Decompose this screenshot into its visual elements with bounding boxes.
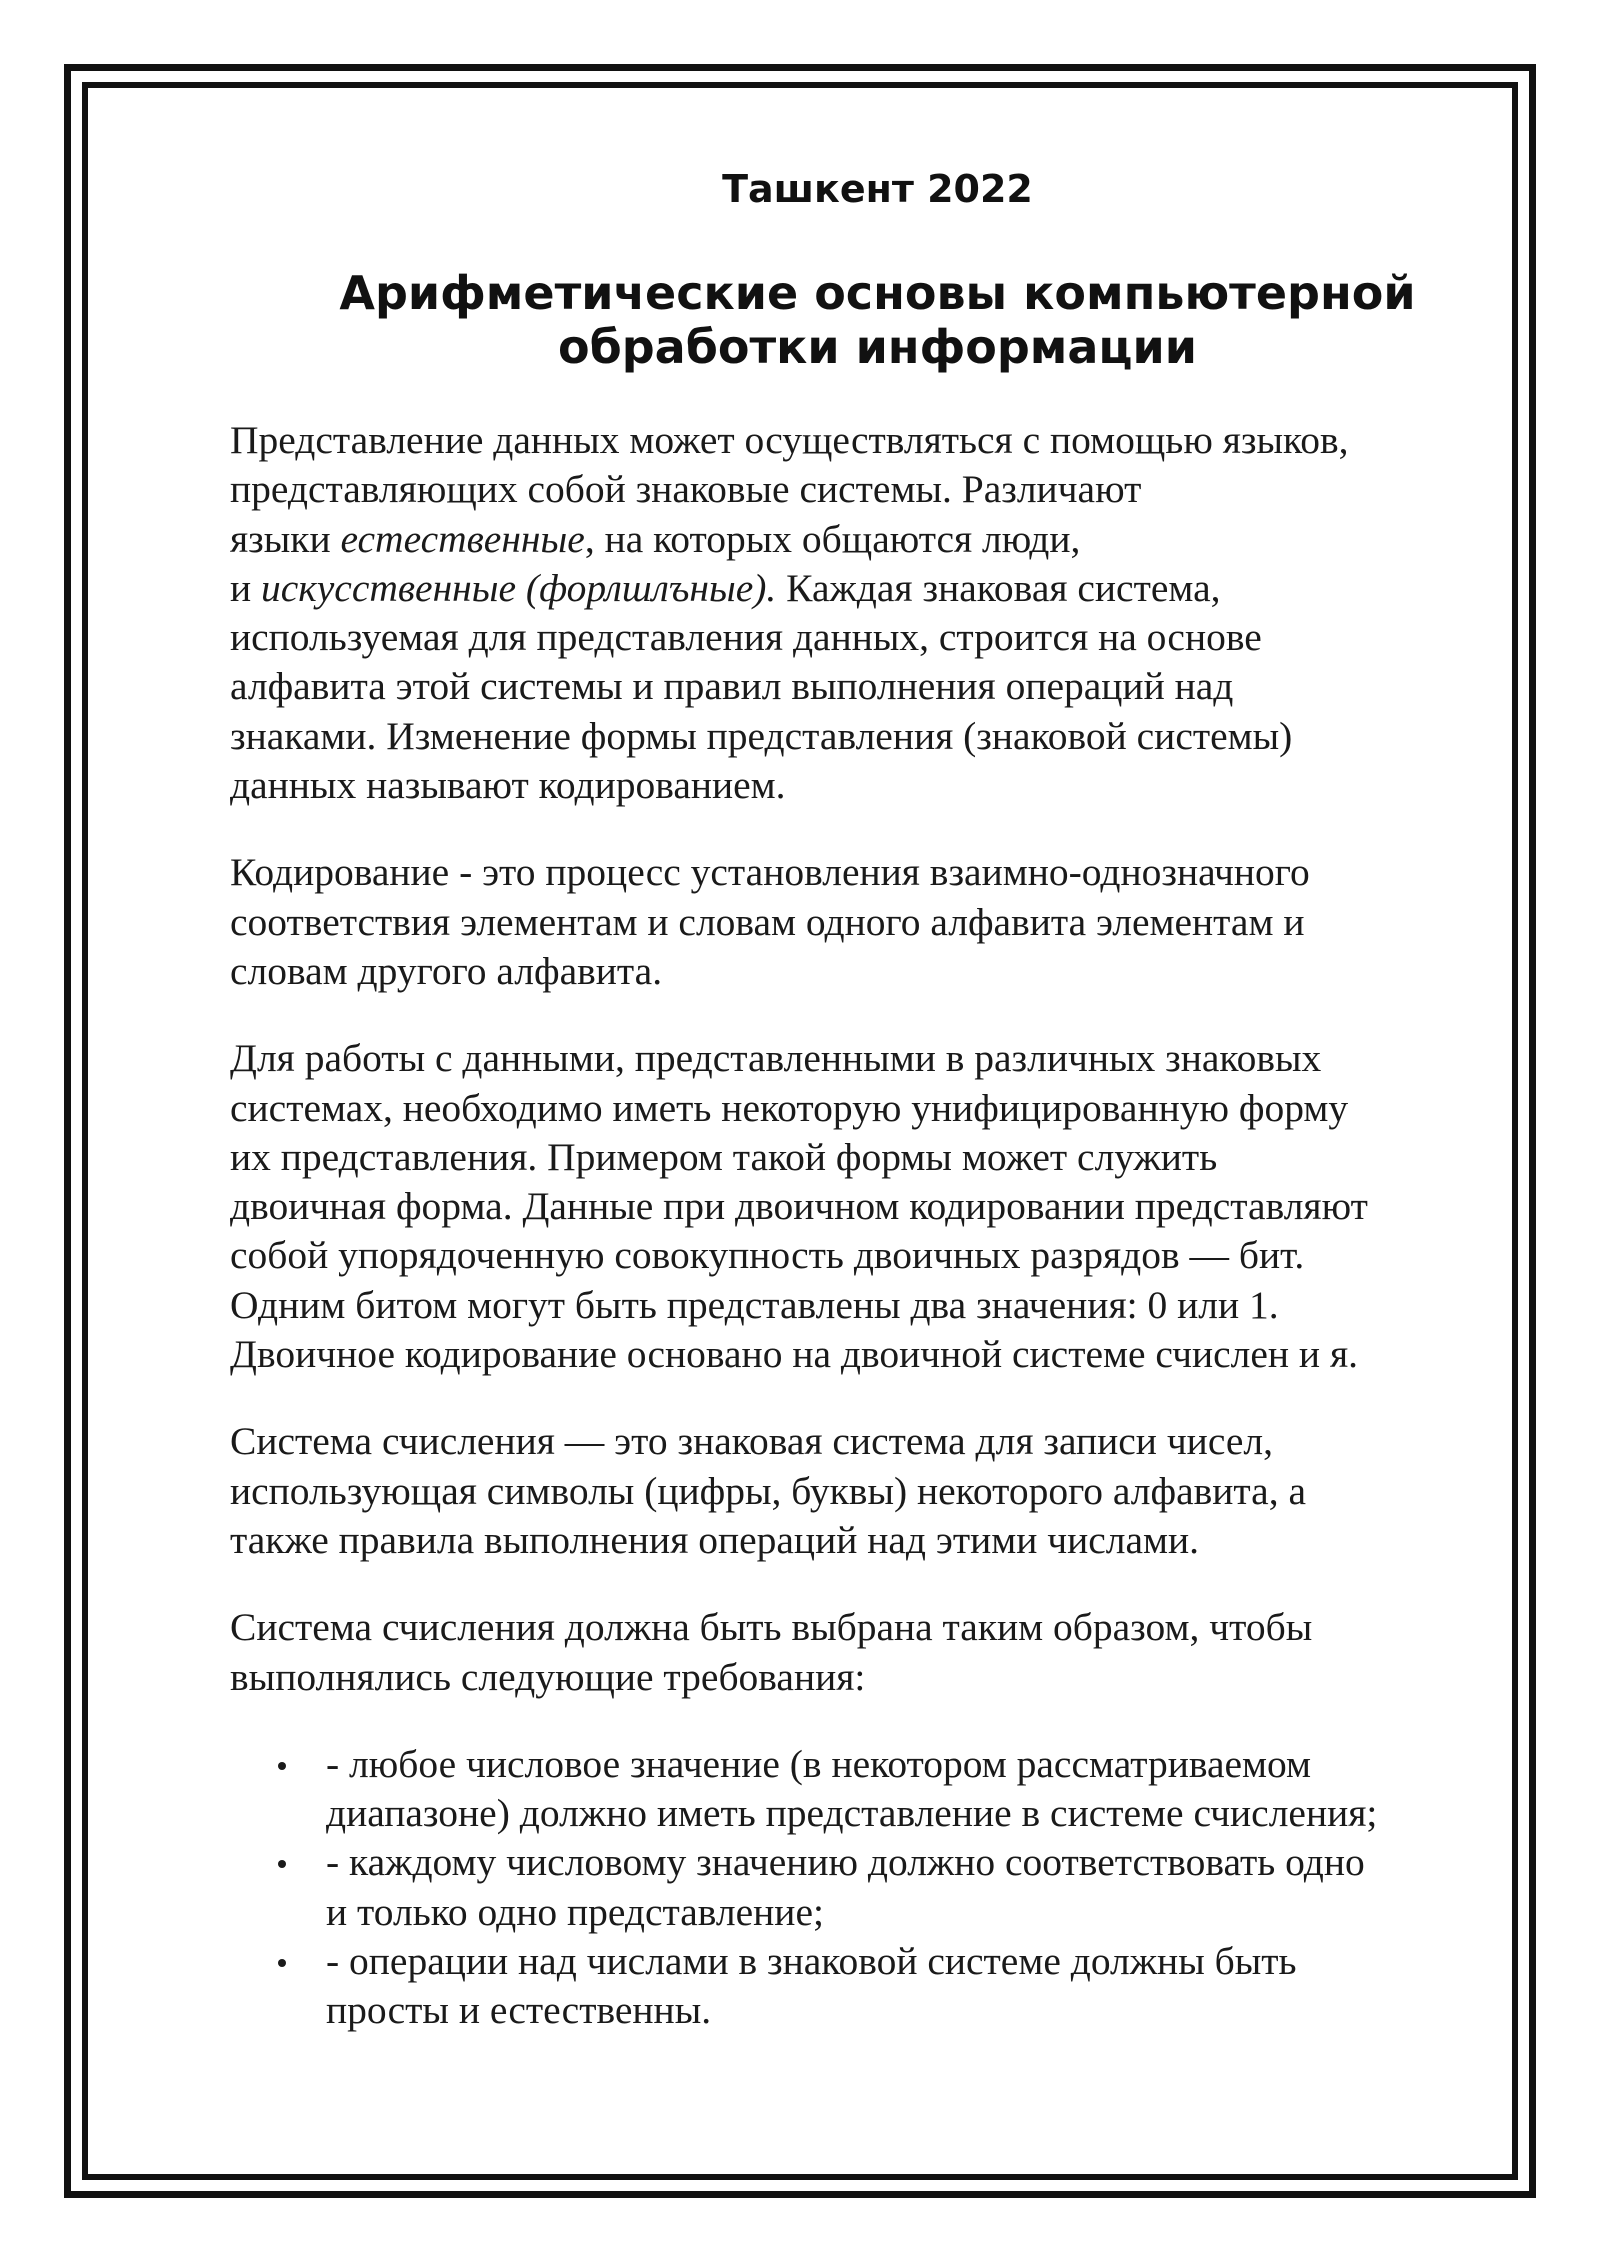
paragraph-line: и xyxy=(230,565,262,610)
paragraph-line: словам другого алфавита. xyxy=(230,948,663,993)
paragraph-encoding-definition xyxy=(230,848,1490,996)
paragraph-line: собой упорядоченную совокупность двоичных разрядов — бит. xyxy=(230,1233,1305,1278)
document-body xyxy=(230,150,1490,2036)
paragraph-line: их представления. Примером такой формы может служить xyxy=(230,1134,1218,1179)
list-item xyxy=(230,1937,1490,2036)
list-item-line: диапазоне) должно иметь представление в системе счисления; xyxy=(326,1791,1378,1836)
paragraph-line: данных называют кодированием. xyxy=(230,763,786,808)
paragraph-requirements-intro xyxy=(230,1603,1490,1702)
paragraph-line: использующая символы (цифры, буквы) некоторого алфавита, а xyxy=(230,1468,1306,1513)
bullet-icon xyxy=(278,1860,286,1868)
paragraph-line: используемая для представления данных, строится на основе xyxy=(230,615,1262,660)
paragraph-line: соответствия элементам и словам одного алфавита элементам и xyxy=(230,899,1305,944)
paragraph-line: системах, необходимо иметь некоторую унифицированную форму xyxy=(230,1085,1349,1130)
paragraph-line: , на которых общаются люди, xyxy=(584,516,1081,561)
paragraph-line: алфавита этой системы и правил выполнения операций над xyxy=(230,664,1234,709)
bullet-icon xyxy=(278,1762,286,1770)
paragraph-data-representation xyxy=(230,416,1490,810)
paragraph-line: языки xyxy=(230,516,341,561)
paragraph-line: Двоичное кодирование основано на двоичной системе счислен и я. xyxy=(230,1332,1358,1377)
requirements-list xyxy=(230,1740,1490,2036)
paragraph-line: Кодирование - это процесс установления взаимно-однозначного xyxy=(230,850,1310,895)
paragraph-line: представляющих собой знаковые системы. Различают xyxy=(230,467,1142,512)
emphasis-natural: естественные xyxy=(340,516,585,561)
paragraph-line: знаками. Изменение формы представления (знаковой системы) xyxy=(230,713,1293,758)
paragraph-line: также правила выполнения операций над этими числами. xyxy=(230,1517,1200,1562)
paragraph-line: Система счисления должна быть выбрана таким образом, чтобы xyxy=(230,1605,1313,1650)
paragraph-line: двоичная форма. Данные при двоичном кодировании представляют xyxy=(230,1184,1368,1229)
bullet-icon xyxy=(278,1959,286,1967)
paragraph-number-system-definition xyxy=(230,1417,1490,1565)
list-item xyxy=(230,1740,1490,1839)
paragraph-line: Представление данных может осуществляться с помощью языков, xyxy=(230,418,1349,462)
paragraph-binary-form xyxy=(230,1034,1490,1379)
paragraph-line: Для работы с данными, представленными в различных знаковых xyxy=(230,1036,1322,1081)
document-title xyxy=(230,266,1490,374)
list-item-line: - любое числовое значение (в некотором рассматриваемом xyxy=(326,1741,1312,1786)
list-item-line: - операции над числами в знаковой системе должны быть xyxy=(326,1939,1297,1984)
list-item-line: просты и естественны. xyxy=(326,1988,712,2033)
paragraph-line: Каждая знаковая система, xyxy=(776,565,1221,610)
paragraph-line: Одним битом могут быть представлены два значения: 0 или 1. xyxy=(230,1282,1279,1327)
list-item-line: и только одно представление; xyxy=(326,1889,824,1934)
paragraph-line: выполнялись следующие требования: xyxy=(230,1654,866,1699)
paragraph-line: Система счисления — это знаковая система для записи чисел, xyxy=(230,1419,1273,1464)
title-line-2: обработки информации xyxy=(558,320,1197,374)
title-line-1: Арифметические основы компьютерной xyxy=(339,266,1416,320)
emphasis-artificial: искусственные (форлшлъные). xyxy=(261,565,777,610)
list-item-line: - каждому числовому значению должно соответствовать одно xyxy=(326,1840,1365,1885)
list-item xyxy=(230,1838,1490,1937)
city-year-heading: Ташкент 2022 xyxy=(722,167,1033,211)
